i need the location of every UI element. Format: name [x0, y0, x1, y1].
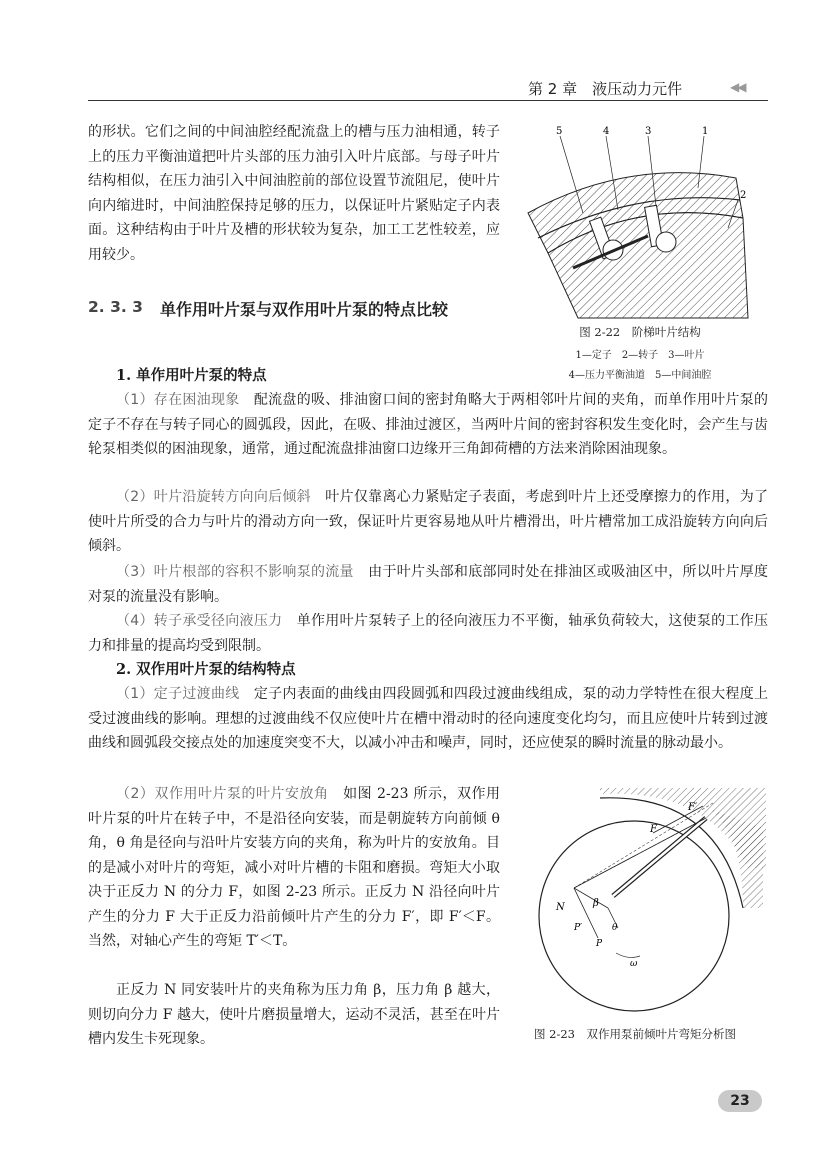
section-number: 2. 3. 3	[88, 298, 143, 316]
figure-2-22-legend-2: 4—压力平衡油道 5—中间油腔	[568, 370, 712, 381]
fig22-label-2: 2	[740, 190, 747, 201]
item-1-3-lead: （3）叶片根部的容积不影响泵的流量	[116, 564, 354, 580]
fig22-label-1: 1	[702, 126, 709, 137]
section-title: 单作用叶片泵与双作用叶片泵的特点比较	[160, 300, 449, 319]
fig23-label-beta: β	[593, 898, 599, 909]
fig23-label-Pprime: P′	[574, 923, 583, 933]
item-1-3	[88, 560, 768, 609]
item-2-1-lead: （1）定子过渡曲线	[116, 686, 240, 702]
figure-2-22-legend-1: 1—定子 2—转子 3—叶片	[575, 350, 705, 361]
figure-2-23	[538, 788, 768, 1016]
fig23-label-N: N	[556, 902, 565, 913]
item-1-4-lead: （4）转子承受径向液压力	[116, 613, 283, 629]
header-arrows-icon: ◀◀	[730, 80, 745, 94]
item-2-2	[88, 782, 500, 954]
item-1-3-text: 由于叶片头部和底部同时处在排油区或吸油区中，所以叶片厚度对泵的流量没有影响。	[88, 564, 769, 605]
page-number: 23	[718, 1090, 762, 1112]
item-2-2-lead: （2）双作用叶片泵的叶片安放角	[116, 786, 329, 802]
item-1-1-text: 配流盘的吸、排油窗口间的密封角略大于两相邻叶片间的夹角，而单作用叶片泵的定子不存在与转子同心的圆弧段，因此，在吸、排油过渡区，当两叶片间的密封容积发生变化时，会产生与齿轮泵相类似的困油现象，通常，通过配流盘排油窗口边缘开三角卸荷槽的方法来消除困油现象。	[88, 392, 768, 457]
header-rule	[88, 100, 768, 101]
item-1-2	[88, 485, 768, 559]
item-1-4	[88, 609, 768, 658]
item-2-2-text: 如图 2-23 所示，双作用叶片泵的叶片在转子中，不是沿径向安装，而是朝旋转方向前倾 θ 角，θ 角是径向与沿叶片安装方向的夹角，称为叶片的安放角。目的是减小对叶片的弯矩，减小对叶片槽的卡阻和磨损。弯矩大小取决于正反力 N 的分力 F，如图 2-23 所示。正反力 N 沿径向叶片产生的分力 F 大于正反力沿前倾叶片产生的分力 F′，即 F′＜F。当然，对轴心产生的弯矩 T′＜T。	[88, 786, 500, 949]
fig23-label-omega: ω	[630, 959, 638, 969]
item-2-1-text: 定子内表面的曲线由四段圆弧和四段过渡曲线组成，泵的动力学特性在很大程度上受过渡曲线的影响。理想的过渡曲线不仅应使叶片在槽中滑动时的径向速度变化均匀，而且应使叶片转到过渡曲线和圆弧段交接点处的加速度突变不大，以减小冲击和噪声，同时，还应使泵的瞬时流量的脉动最小。	[88, 686, 768, 751]
running-header: 第 2 章 液压动力元件	[528, 80, 683, 98]
intro-paragraph: 的形状。它们之间的中间油腔经配流盘上的槽与压力油相通，转子上的压力平衡油道把叶片头部的压力油引入叶片底部。与母子叶片结构相似，在压力油引入中间油腔前的部位设置节流阻尼，使叶片向内缩进时，中间油腔保持足够的压力，以保证叶片紧贴定子内表面。这种结构由于叶片及槽的形状较为复杂，加工工艺性较差，应用较少。	[88, 124, 500, 263]
item-1-1	[88, 388, 768, 462]
fig23-label-P: P	[596, 939, 603, 949]
item-2-1	[88, 682, 768, 756]
fig23-label-theta: θ	[612, 923, 618, 933]
figure-2-23-caption: 图 2-23 双作用泵前倾叶片弯矩分析图	[534, 1027, 736, 1041]
subsection-2-title: 2. 双作用叶片泵的结构特点	[116, 661, 296, 678]
item-1-2-text: 叶片仅靠离心力紧贴定子表面，考虑到叶片上还受摩擦力的作用，为了使叶片所受的合力与叶片的滑动方向一致，保证叶片更容易地从叶片槽滑出，叶片槽常加工成沿旋转方向向后倾斜。	[88, 489, 768, 554]
fig23-label-F: F	[650, 824, 657, 835]
figure-2-22	[508, 118, 768, 323]
item-1-1-lead: （1）存在困油现象	[116, 392, 240, 408]
figure-2-22-caption: 图 2-22 阶梯叶片结构	[579, 325, 701, 339]
subsection-1-title: 1. 单作用叶片泵的特点	[116, 367, 267, 384]
item-1-2-lead: （2）叶片沿旋转方向向后倾斜	[116, 489, 311, 505]
fig22-label-3: 3	[645, 126, 652, 137]
fig23-label-Fprime: F′	[688, 802, 698, 813]
fig22-label-5: 5	[556, 126, 563, 137]
closing-paragraph: 正反力 N 同安装叶片的夹角称为压力角 β，压力角 β 越大，则切向分力 F 越大，使叶片磨损量增大，运动不灵活，甚至在叶片槽内发生卡死现象。	[88, 982, 500, 1047]
item-1-4-text: 单作用叶片泵转子上的径向液压力不平衡，轴承负荷较大，这使泵的工作压力和排量的提高均受到限制。	[88, 613, 769, 654]
fig22-label-4: 4	[603, 126, 610, 137]
